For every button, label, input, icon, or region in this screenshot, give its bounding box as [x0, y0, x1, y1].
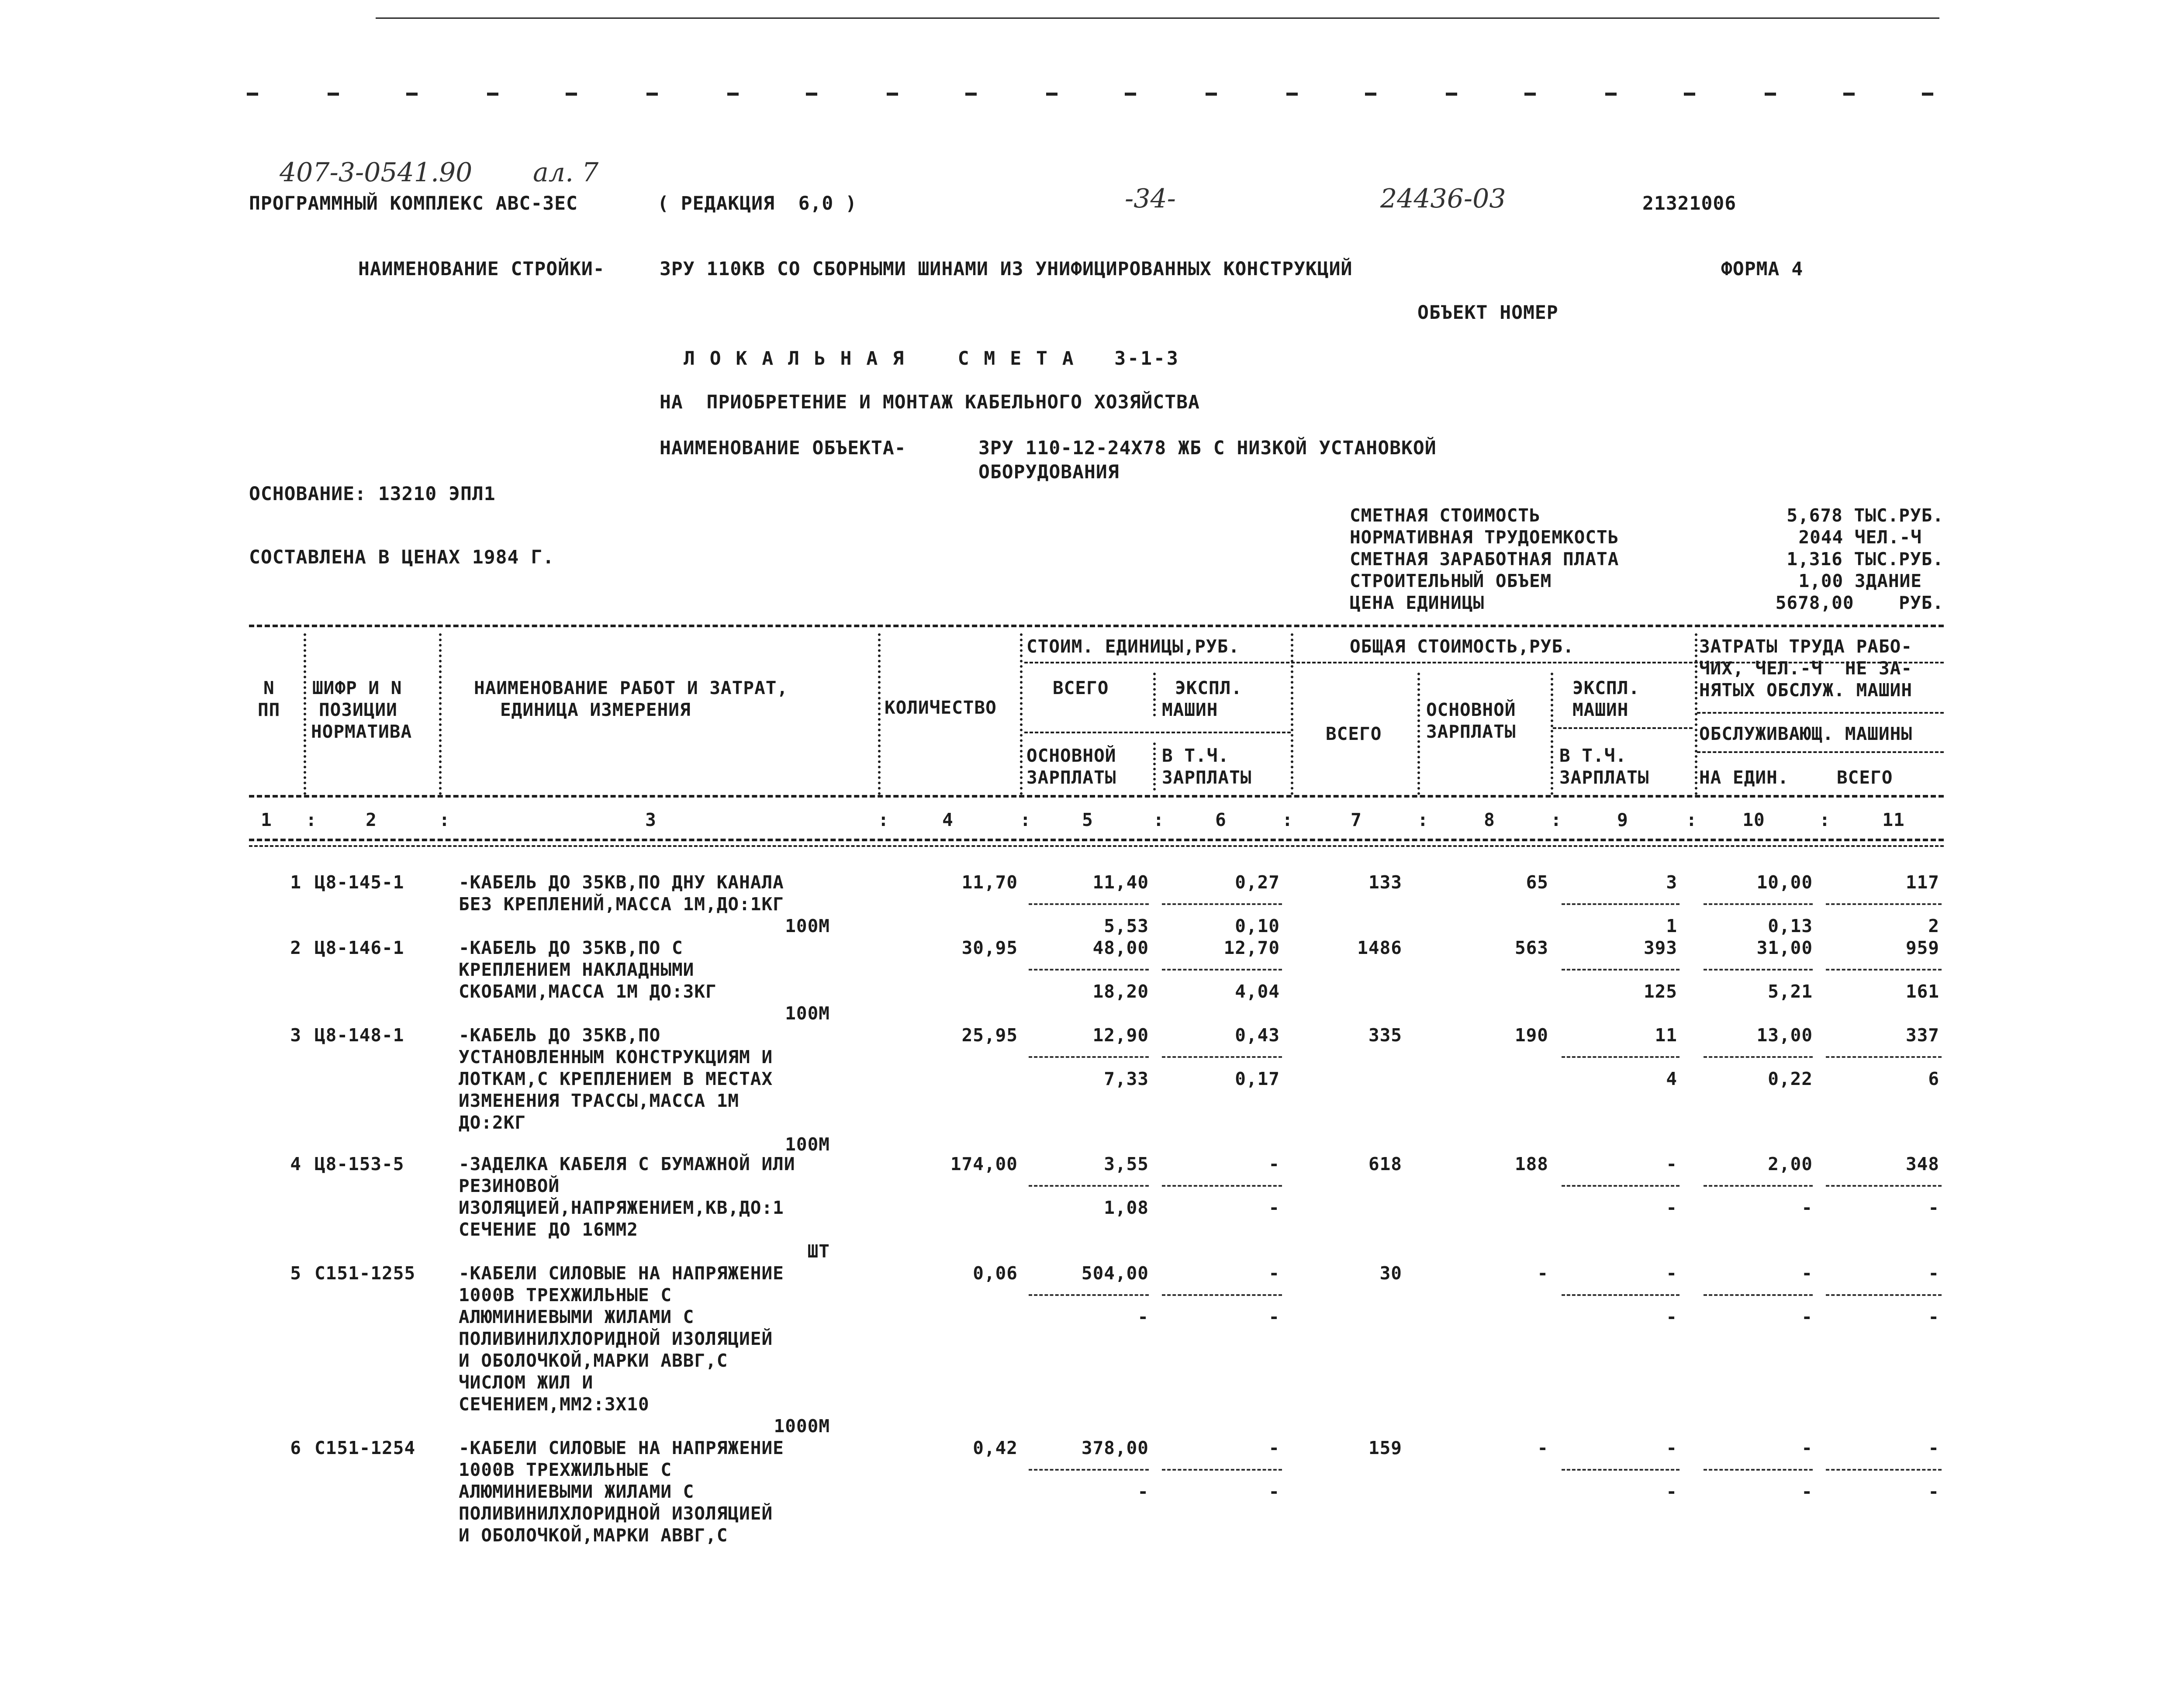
row-number: 2 [290, 937, 301, 958]
cell-divider [1029, 1056, 1149, 1058]
row-description: И ОБОЛОЧКОЙ,МАРКИ АВВГ,С [459, 1525, 728, 1546]
cell-divider [1562, 1185, 1679, 1187]
row-description: УСТАНОВЛЕННЫМ КОНСТРУКЦИЯМ И [459, 1047, 773, 1067]
row-unit-incl: - [1268, 1306, 1280, 1327]
header-n: N [263, 677, 275, 698]
row-total-expl: 11 [1655, 1025, 1677, 1046]
row-description: ИЗМЕНЕНИЯ ТРАССЫ,МАССА 1М [459, 1090, 740, 1111]
column-number: 3 [645, 809, 657, 830]
column-separator [878, 633, 881, 795]
row-labor-unit: 31,00 [1756, 937, 1813, 958]
header-total-basic: ЗАРПЛАТЫ [1426, 721, 1516, 742]
header-subrule [1024, 732, 1291, 733]
row-description: ИЗОЛЯЦИЕЙ,НАПРЯЖЕНИЕМ,КВ,ДО:1 [459, 1197, 784, 1218]
row-labor-unit: 13,00 [1756, 1025, 1813, 1046]
row-labor-unit: 2,00 [1768, 1154, 1813, 1174]
row-unit-basic: - [1137, 1481, 1149, 1502]
cell-divider [1826, 1056, 1942, 1058]
header-total-incl: В Т.Ч. [1559, 745, 1627, 766]
row-unit-all: 3,55 [1104, 1154, 1149, 1174]
table-body-rule [249, 845, 1944, 847]
row-unit-basic: 5,53 [1104, 915, 1149, 936]
header-cipher: НОРМАТИВА [311, 721, 412, 742]
column-separator [1153, 743, 1156, 791]
program-name: ПРОГРАММНЫЙ КОМПЛЕКС АВС-3ЕС [249, 193, 578, 214]
row-description: -ЗАДЕЛКА КАБЕЛЯ С БУМАЖНОЙ ИЛИ [459, 1154, 795, 1174]
object-name-line-1: ЗРУ 110-12-24Х78 ЖБ С НИЗКОЙ УСТАНОВКОЙ [978, 437, 1437, 459]
row-total-basic: - [1537, 1263, 1548, 1284]
summary-label: СТРОИТЕЛЬНЫЙ ОБЪЕМ [1350, 570, 1552, 591]
row-labor-unit: 10,00 [1756, 872, 1813, 893]
header-subrule [1553, 727, 1693, 729]
row-machine-total: - [1928, 1481, 1939, 1502]
cell-divider [1826, 1294, 1942, 1296]
header-cipher: ПОЗИЦИИ [319, 699, 397, 720]
header-labor: ЗАТРАТЫ ТРУДА РАБО- [1699, 636, 1912, 657]
table-top-rule [249, 625, 1944, 627]
object-number: ОБЪЕКТ НОМЕР [1417, 302, 1559, 324]
row-machine-total: 2 [1928, 915, 1939, 936]
cell-divider [1029, 969, 1149, 971]
row-total-basic: 190 [1514, 1025, 1548, 1046]
row-unit-expl: - [1268, 1154, 1280, 1174]
column-number: 8 [1484, 809, 1495, 830]
header-per-unit: НА ЕДИН. [1699, 767, 1789, 788]
cell-divider [1704, 1185, 1813, 1187]
header-unit-cost: СТОИМ. ЕДИНИЦЫ,РУБ. [1026, 636, 1240, 657]
header-unit-expl: ЭКСПЛ. [1175, 677, 1243, 698]
row-machine-unit: - [1801, 1481, 1813, 1502]
row-description: РЕЗИНОВОЙ [459, 1175, 560, 1196]
row-unit: 100М [785, 1003, 830, 1024]
row-unit-incl: - [1268, 1197, 1280, 1218]
row-unit-basic: 18,20 [1092, 981, 1149, 1002]
column-number: 11 [1882, 809, 1905, 830]
row-description: -КАБЕЛЬ ДО 35КВ,ПО С [459, 937, 683, 958]
row-unit-basic: 7,33 [1104, 1068, 1149, 1089]
row-quantity: 25,95 [961, 1025, 1018, 1046]
row-unit-all: 12,90 [1092, 1025, 1149, 1046]
header-total-all: ВСЕГО [1326, 723, 1382, 744]
row-number: 1 [290, 872, 301, 893]
row-machine-total: 161 [1905, 981, 1939, 1002]
cell-divider [1704, 969, 1813, 971]
row-unit-all: 504,00 [1081, 1263, 1149, 1284]
row-total-incl: - [1666, 1481, 1677, 1502]
cell-divider [1562, 1056, 1679, 1058]
summary-value: 5,678 ТЫС.РУБ. [1787, 505, 1944, 526]
row-total-expl: 3 [1666, 872, 1677, 893]
column-separator [1551, 673, 1553, 795]
row-unit-basic: - [1137, 1306, 1149, 1327]
summary-value: 2044 ЧЕЛ.-Ч [1798, 527, 1922, 548]
cell-divider [1162, 1294, 1282, 1296]
row-total-all: 1486 [1357, 937, 1402, 958]
row-description: СЕЧЕНИЕМ,ММ2:3Х10 [459, 1394, 650, 1415]
column-numbers-rule [249, 839, 1944, 841]
row-quantity: 174,00 [950, 1154, 1018, 1174]
row-unit-expl: 0,43 [1235, 1025, 1280, 1046]
cell-divider [1029, 1469, 1149, 1471]
header-unit-basic: ОСНОВНОЙ [1026, 745, 1116, 766]
row-total-incl: - [1666, 1306, 1677, 1327]
row-description: -КАБЕЛИ СИЛОВЫЕ НА НАПРЯЖЕНИЕ [459, 1437, 784, 1458]
header-name: ЕДИНИЦА ИЗМЕРЕНИЯ [500, 699, 691, 720]
handwritten-doc-code: 24436-03 [1380, 183, 1506, 214]
form-number: ФОРМА 4 [1721, 258, 1804, 280]
row-description: АЛЮМИНИЕВЫМИ ЖИЛАМИ С [459, 1306, 695, 1327]
row-machine-unit: - [1801, 1306, 1813, 1327]
header-cipher: ШИФР И N [312, 677, 402, 698]
header-total-incl: ЗАРПЛАТЫ [1559, 767, 1649, 788]
column-number: 9 [1617, 809, 1628, 830]
summary-label: ЦЕНА ЕДИНИЦЫ [1350, 592, 1485, 613]
row-description: БЕЗ КРЕПЛЕНИЙ,МАССА 1М,ДО:1КГ [459, 894, 784, 915]
row-unit-basic: 1,08 [1104, 1197, 1149, 1218]
row-labor-total: 337 [1905, 1025, 1939, 1046]
row-total-basic: 65 [1526, 872, 1548, 893]
summary-label: СМЕТНАЯ СТОИМОСТЬ [1350, 505, 1541, 526]
cell-divider [1826, 903, 1942, 905]
row-labor-total: 959 [1905, 937, 1939, 958]
header-total-expl: ЭКСПЛ. [1572, 677, 1640, 698]
column-separator [1020, 633, 1023, 795]
row-total-all: 159 [1368, 1437, 1402, 1458]
row-unit-incl: 0,17 [1235, 1068, 1280, 1089]
column-separator [1291, 633, 1293, 795]
header-unit-incl: ЗАРПЛАТЫ [1162, 767, 1252, 788]
row-total-all: 335 [1368, 1025, 1402, 1046]
header-total-cost: ОБЩАЯ СТОИМОСТЬ,РУБ. [1350, 636, 1574, 657]
column-number: 1 [261, 809, 272, 830]
summary-value: 1,316 ТЫС.РУБ. [1787, 549, 1944, 570]
header-pp: ПП [258, 699, 280, 720]
row-description: И ОБОЛОЧКОЙ,МАРКИ АВВГ,С [459, 1350, 728, 1371]
row-unit: ШТ [807, 1241, 830, 1262]
header-total-basic: ОСНОВНОЙ [1426, 699, 1516, 720]
row-description: 1000В ТРЕХЖИЛЬНЫЕ С [459, 1285, 672, 1306]
summary-label: СМЕТНАЯ ЗАРАБОТНАЯ ПЛАТА [1350, 549, 1619, 570]
row-description: СКОБАМИ,МАССА 1М ДО:3КГ [459, 981, 717, 1002]
row-description: -КАБЕЛЬ ДО 35КВ,ПО [459, 1025, 661, 1046]
row-description: -КАБЕЛЬ ДО 35КВ,ПО ДНУ КАНАЛА [459, 872, 784, 893]
object-name-line-2: ОБОРУДОВАНИЯ [978, 461, 1120, 483]
handwritten-album: ал. 7 [533, 157, 599, 188]
row-labor-total: - [1928, 1263, 1939, 1284]
column-number: 5 [1082, 809, 1093, 830]
column-separator [304, 633, 306, 795]
estimate-subject: НА ПРИОБРЕТЕНИЕ И МОНТАЖ КАБЕЛЬНОГО ХОЗЯЙСТВА [660, 391, 1200, 413]
cell-divider [1826, 1469, 1942, 1471]
column-number: 7 [1351, 809, 1362, 830]
handwritten-page-number: -34- [1125, 183, 1176, 214]
row-number: 5 [290, 1263, 301, 1284]
construction-name: ЗРУ 110КВ СО СБОРНЫМИ ШИНАМИ ИЗ УНИФИЦИРОВАННЫХ КОНСТРУКЦИЙ [660, 258, 1353, 280]
cell-divider [1704, 903, 1813, 905]
column-number: 6 [1215, 809, 1227, 830]
summary-value: 1,00 ЗДАНИЕ [1798, 570, 1922, 591]
construction-label: НАИМЕНОВАНИЕ СТРОЙКИ- [358, 258, 605, 280]
row-unit: 100М [785, 1134, 830, 1155]
cell-divider [1704, 1056, 1813, 1058]
cell-divider [1029, 1294, 1149, 1296]
header-unit-expl: МАШИН [1162, 699, 1218, 720]
object-label: НАИМЕНОВАНИЕ ОБЪЕКТА- [660, 437, 906, 459]
cell-divider [1562, 1469, 1679, 1471]
row-quantity: 11,70 [961, 872, 1018, 893]
row-description: ПОЛИВИНИЛХЛОРИДНОЙ ИЗОЛЯЦИЕЙ [459, 1503, 773, 1524]
row-machine-unit: 0,22 [1768, 1068, 1813, 1089]
row-total-basic: 188 [1514, 1154, 1548, 1174]
row-code: Ц8-153-5 [314, 1154, 404, 1174]
row-labor-unit: - [1801, 1437, 1813, 1458]
row-machine-unit: 0,13 [1768, 915, 1813, 936]
row-labor-unit: - [1801, 1263, 1813, 1284]
row-description: ЛОТКАМ,С КРЕПЛЕНИЕМ В МЕСТАХ [459, 1068, 773, 1089]
handwritten-project-code: 407-3-0541.90 [280, 157, 473, 188]
row-quantity: 30,95 [961, 937, 1018, 958]
header-serving-machines: ОБСЛУЖИВАЮЩ. МАШИНЫ [1699, 723, 1912, 744]
row-number: 3 [290, 1025, 301, 1046]
summary-label: НОРМАТИВНАЯ ТРУДОЕМКОСТЬ [1350, 527, 1619, 548]
cell-divider [1826, 1185, 1942, 1187]
row-number: 4 [290, 1154, 301, 1174]
row-description: ПОЛИВИНИЛХЛОРИДНОЙ ИЗОЛЯЦИЕЙ [459, 1328, 773, 1349]
row-total-all: 30 [1379, 1263, 1402, 1284]
row-total-expl: - [1666, 1154, 1677, 1174]
row-total-expl: 393 [1643, 937, 1677, 958]
row-total-basic: - [1537, 1437, 1548, 1458]
row-total-basic: 563 [1514, 937, 1548, 958]
row-code: Ц8-148-1 [314, 1025, 404, 1046]
top-rule [376, 17, 1939, 19]
header-labor: ЧИХ, ЧЕЛ.-Ч НЕ ЗА- [1699, 658, 1912, 679]
edition: ( РЕДАКЦИЯ 6,0 ) [657, 193, 857, 214]
header-bottom-rule [249, 795, 1944, 798]
header-unit-all: ВСЕГО [1053, 677, 1109, 698]
cell-divider [1826, 969, 1942, 971]
row-total-expl: - [1666, 1263, 1677, 1284]
document-code: 21321006 [1642, 193, 1737, 214]
row-total-all: 618 [1368, 1154, 1402, 1174]
row-labor-total: - [1928, 1437, 1939, 1458]
row-unit-incl: 4,04 [1235, 981, 1280, 1002]
cell-divider [1562, 969, 1679, 971]
row-description: ЧИСЛОМ ЖИЛ И [459, 1372, 594, 1393]
cell-divider [1704, 1469, 1813, 1471]
row-total-incl: 125 [1643, 981, 1677, 1002]
cell-divider [1562, 903, 1679, 905]
row-unit: 100М [785, 915, 830, 936]
row-machine-unit: - [1801, 1197, 1813, 1218]
summary-value: 5678,00 РУБ. [1775, 592, 1944, 613]
header-unit-basic: ЗАРПЛАТЫ [1026, 767, 1116, 788]
row-machine-unit: 5,21 [1768, 981, 1813, 1002]
row-code: Ц8-146-1 [314, 937, 404, 958]
header-name: НАИМЕНОВАНИЕ РАБОТ И ЗАТРАТ, [474, 677, 788, 698]
row-machine-total: - [1928, 1306, 1939, 1327]
row-total-incl: 4 [1666, 1068, 1677, 1089]
row-unit-expl: - [1268, 1263, 1280, 1284]
header-total-expl: МАШИН [1572, 699, 1629, 720]
column-number: 2 [366, 809, 377, 830]
row-description: АЛЮМИНИЕВЫМИ ЖИЛАМИ С [459, 1481, 695, 1502]
row-total-all: 133 [1368, 872, 1402, 893]
cell-divider [1562, 1294, 1679, 1296]
row-machine-total: - [1928, 1197, 1939, 1218]
cell-divider [1029, 1185, 1149, 1187]
column-separator [439, 633, 442, 795]
cell-divider [1162, 903, 1282, 905]
row-unit-expl: 0,27 [1235, 872, 1280, 893]
column-separator [1417, 673, 1420, 795]
row-quantity: 0,06 [973, 1263, 1018, 1284]
basis: ОСНОВАНИЕ: 13210 ЭПЛ1 [249, 483, 496, 505]
header-unit-incl: В Т.Ч. [1162, 745, 1230, 766]
cell-divider [1029, 903, 1149, 905]
estimate-title: Л О К А Л Ь Н А Я С М Е Т А 3-1-3 [684, 348, 1180, 370]
row-unit-all: 11,40 [1092, 872, 1149, 893]
header-subrule [1697, 712, 1944, 714]
column-number: 4 [942, 809, 954, 830]
row-code: С151-1255 [314, 1263, 416, 1284]
row-description: СЕЧЕНИЕ ДО 16ММ2 [459, 1219, 638, 1240]
cell-divider [1162, 1469, 1282, 1471]
row-description: КРЕПЛЕНИЕМ НАКЛАДНЫМИ [459, 959, 695, 980]
row-unit-all: 48,00 [1092, 937, 1149, 958]
row-total-incl: - [1666, 1197, 1677, 1218]
row-number: 6 [290, 1437, 301, 1458]
cell-divider [1162, 969, 1282, 971]
price-level: СОСТАВЛЕНА В ЦЕНАХ 1984 Г. [249, 546, 555, 568]
header-quantity: КОЛИЧЕСТВО [885, 697, 997, 718]
row-description: ДО:2КГ [459, 1112, 526, 1133]
row-unit-expl: 12,70 [1223, 937, 1280, 958]
row-total-expl: - [1666, 1437, 1677, 1458]
row-machine-total: 6 [1928, 1068, 1939, 1089]
row-code: С151-1254 [314, 1437, 416, 1458]
cell-divider [1162, 1056, 1282, 1058]
cell-divider [1704, 1294, 1813, 1296]
header-subrule [1697, 751, 1944, 753]
column-number: 10 [1742, 809, 1765, 830]
column-separator [1695, 633, 1697, 795]
row-unit-all: 378,00 [1081, 1437, 1149, 1458]
row-code: Ц8-145-1 [314, 872, 404, 893]
row-description: 1000В ТРЕХЖИЛЬНЫЕ С [459, 1459, 672, 1480]
row-unit-expl: - [1268, 1437, 1280, 1458]
row-unit-incl: - [1268, 1481, 1280, 1502]
cell-divider [1162, 1185, 1282, 1187]
row-description: -КАБЕЛИ СИЛОВЫЕ НА НАПРЯЖЕНИЕ [459, 1263, 784, 1284]
column-separator [1153, 673, 1156, 716]
row-labor-total: 117 [1905, 872, 1939, 893]
row-unit: 1000М [774, 1416, 830, 1437]
header-labor-total: ВСЕГО [1837, 767, 1893, 788]
row-total-incl: 1 [1666, 915, 1677, 936]
row-labor-total: 348 [1905, 1154, 1939, 1174]
header-labor: НЯТЫХ ОБСЛУЖ. МАШИН [1699, 680, 1912, 701]
row-quantity: 0,42 [973, 1437, 1018, 1458]
row-unit-incl: 0,10 [1235, 915, 1280, 936]
